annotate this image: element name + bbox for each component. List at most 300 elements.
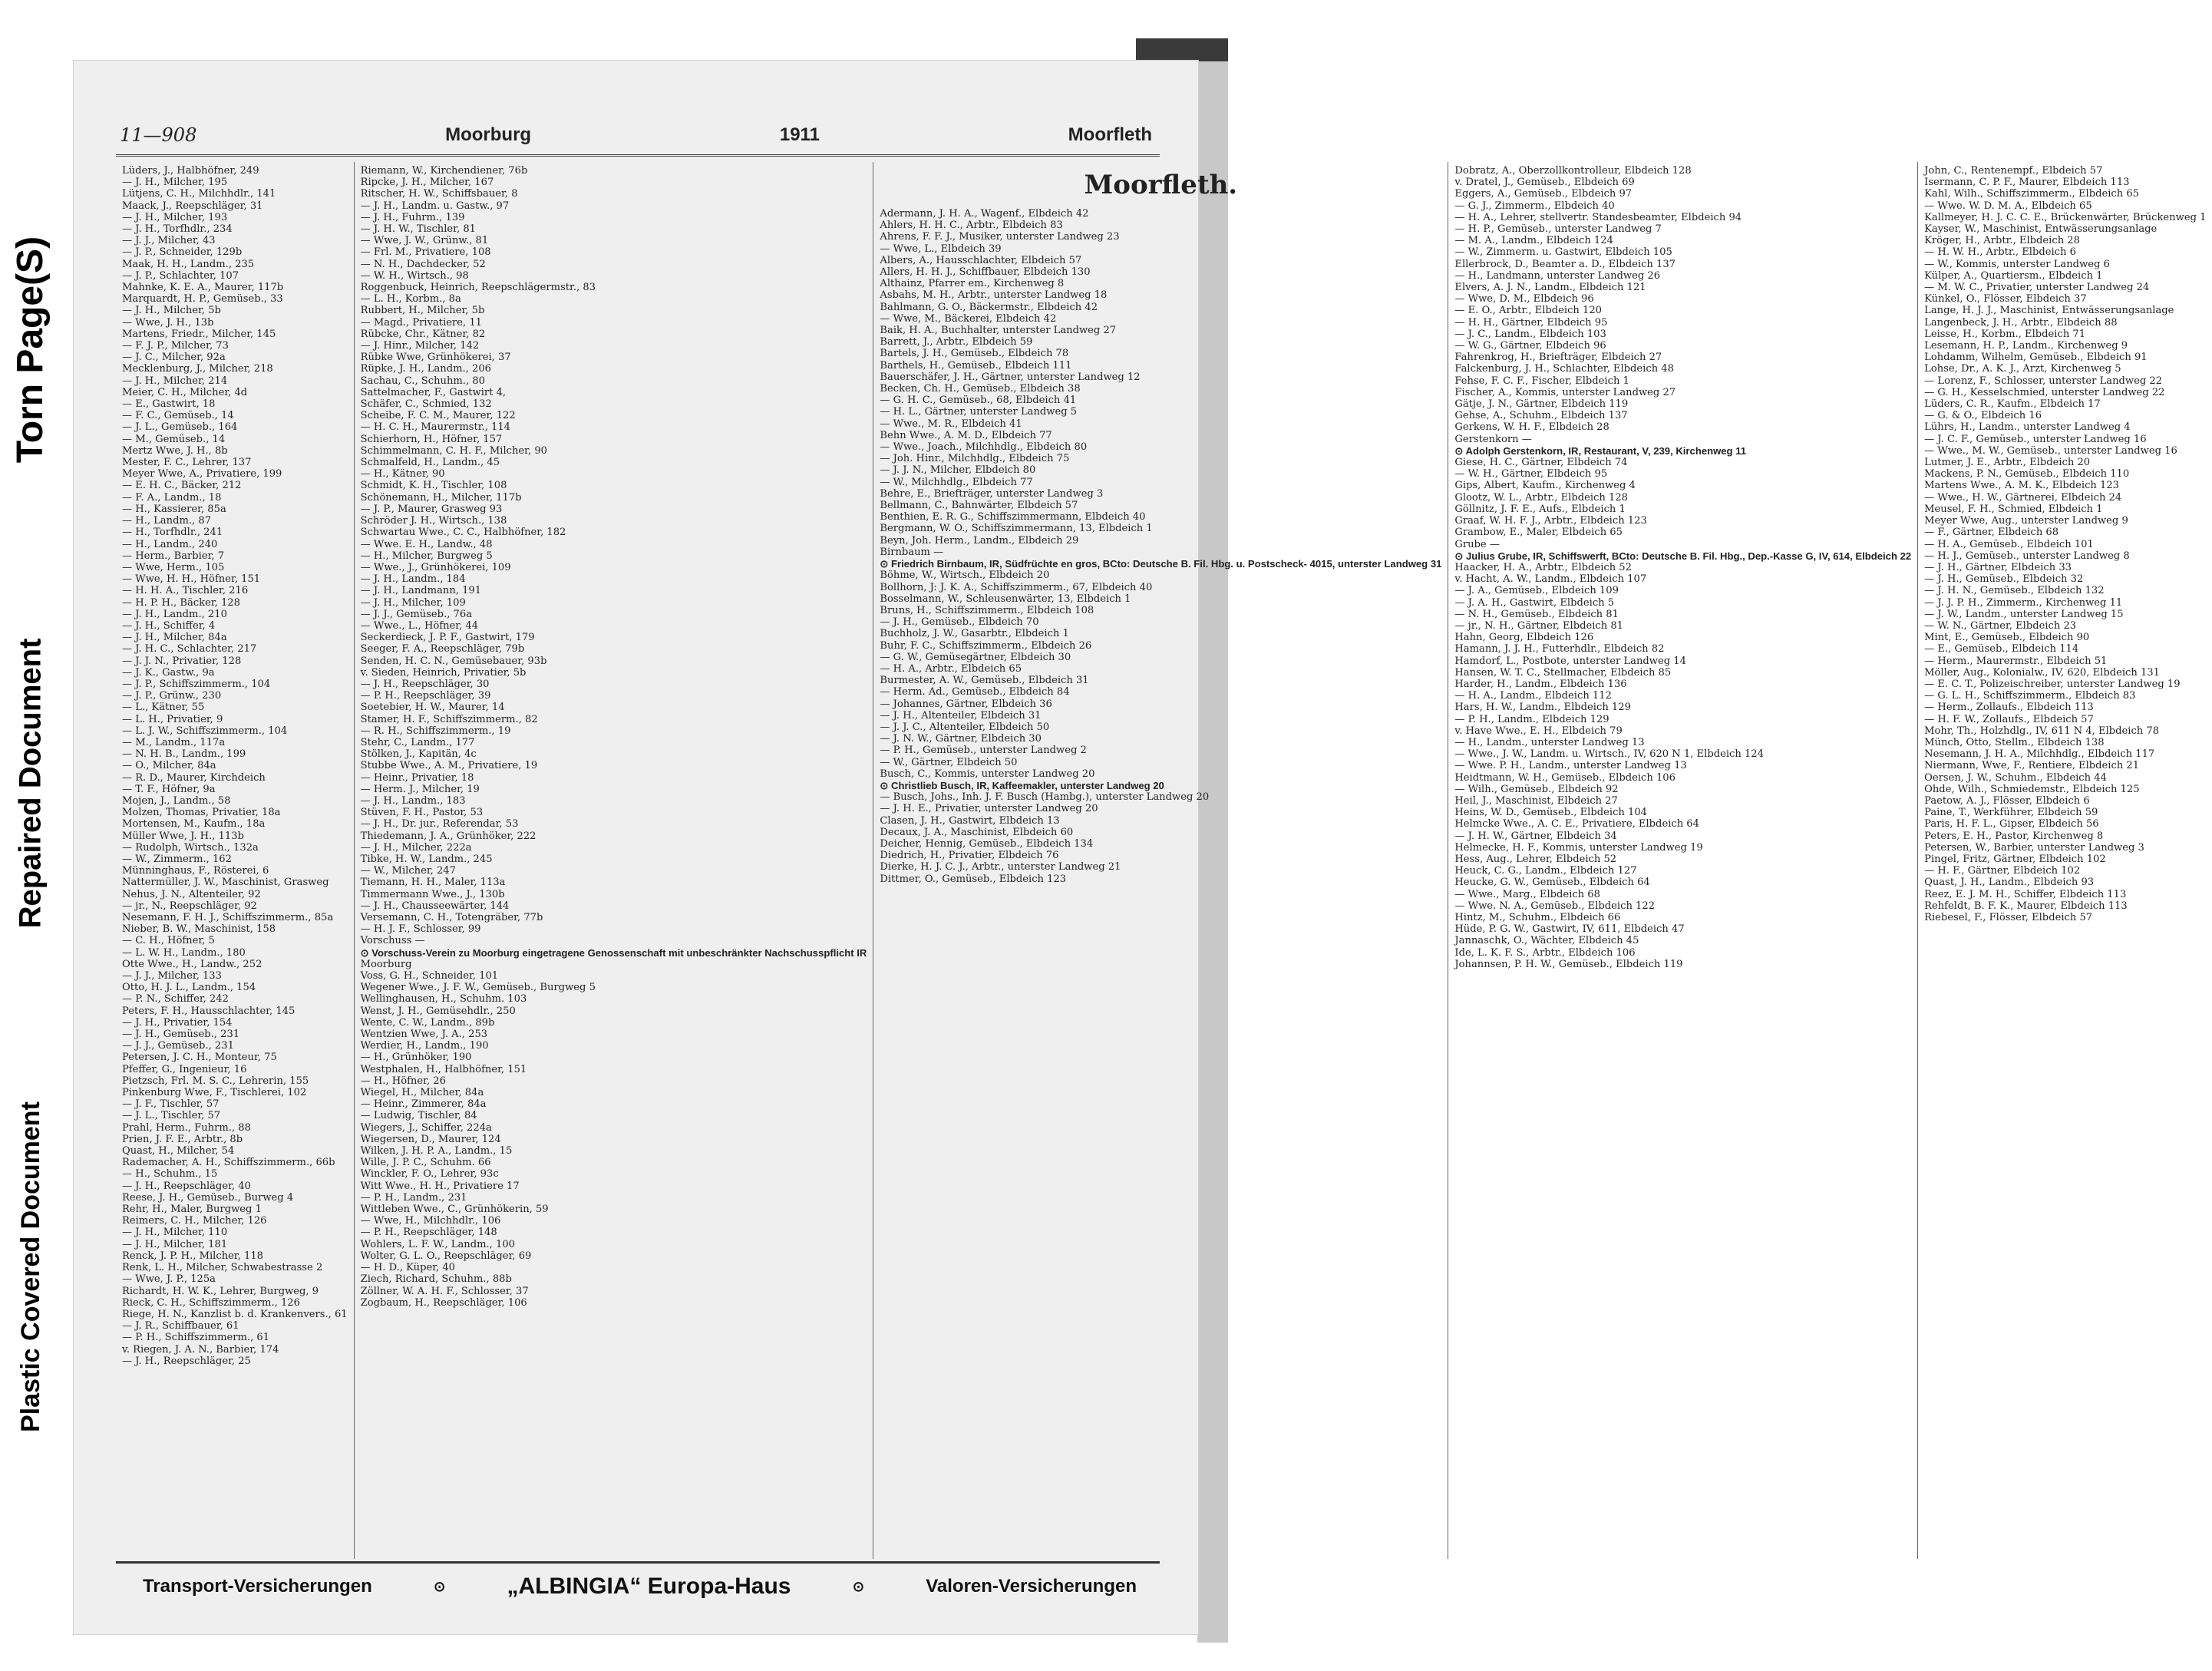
directory-entry: Hess, Aug., Lehrer, Elbdeich 52 xyxy=(1454,853,1617,865)
directory-entry: — J. N. W., Gärtner, Elbdeich 30 xyxy=(880,733,1042,745)
directory-entry: Richardt, H. W. K., Lehrer, Burgweg, 9 xyxy=(122,1285,319,1297)
directory-entry: Müller Wwe, J. H., 113b xyxy=(122,830,244,842)
directory-entry: Helmcke Wwe., A. C. E., Privatiere, Elbdeich 64 xyxy=(1454,818,1699,831)
directory-entry: — W. H., Gärtner, Elbdeich 95 xyxy=(1454,468,1608,480)
directory-entry: Mahnke, K. E. A., Maurer, 117b xyxy=(122,282,284,294)
repaired-document-tag xyxy=(0,568,61,998)
directory-entry: — H. A., Arbtr., Elbdeich 65 xyxy=(880,662,1022,675)
directory-entry: — J. H., Milcher, 181 xyxy=(122,1238,228,1250)
directory-entry: — Wwe, L., Elbdeich 39 xyxy=(880,243,1002,255)
directory-entry: — W., Zimmerm., 162 xyxy=(122,853,232,865)
directory-entry: — Heinr., Zimmerer, 84a xyxy=(360,1098,487,1111)
directory-entry: — M. W. C., Privatier, unterster Landweg 24 xyxy=(1924,282,2150,294)
directory-entry: — H., Höfner, 26 xyxy=(360,1075,446,1087)
directory-entry: Sattelmacher, F., Gastwirt 4, xyxy=(360,386,507,398)
directory-entry: — Wwe., Joach., Milchhdlg., Elbdeich 80 xyxy=(880,441,1088,454)
directory-entry: Tibke, H. W., Landm., 245 xyxy=(360,853,493,865)
directory-entry: Mecklenburg, J., Milcher, 218 xyxy=(122,363,273,375)
directory-entry: Petersen, J. C. H., Monteur, 75 xyxy=(122,1052,277,1064)
directory-entry: — J. H., Reepschläger, 25 xyxy=(122,1355,251,1367)
directory-entry: Winckler, F. O., Lehrer, 93c xyxy=(360,1168,499,1181)
directory-entry: — F., Gärtner, Elbdeich 68 xyxy=(1924,527,2059,539)
directory-entry: — J. W., Landm., unterster Landweg 15 xyxy=(1924,608,2124,620)
directory-entry: — L. H., Privatier, 9 xyxy=(122,713,223,725)
directory-entry: Meusel, F. H., Schmied, Elbdeich 1 xyxy=(1924,503,2103,515)
directory-entry: — M., Gemüseb., 14 xyxy=(122,433,226,445)
directory-entry: Gerstenkorn — xyxy=(1454,433,1532,445)
directory-entry: Oersen, J. W., Schuhm., Elbdeich 44 xyxy=(1924,771,2107,784)
directory-entry: — H. A., Gemüseb., Elbdeich 101 xyxy=(1924,538,2094,550)
directory-entry: Maak, H. H., Landm., 235 xyxy=(122,258,255,270)
directory-entry: — Wilh., Gemüseb., Elbdeich 92 xyxy=(1454,783,1619,795)
directory-entry: — P. H., Reepschläger, 148 xyxy=(360,1227,497,1239)
directory-entry: Münch, Otto, Stellm., Elbdeich 138 xyxy=(1924,736,2105,748)
directory-entry: — J. H., Privatier, 154 xyxy=(122,1016,233,1029)
directory-entry: Mohr, Th., Holzhdlg., IV, 611 N 4, Elbdeich 78 xyxy=(1924,725,2160,737)
directory-entry: Stölken, J., Kapitän, 4c xyxy=(360,748,477,761)
directory-entry: — L., Kätner, 55 xyxy=(122,702,205,714)
directory-entry: Wilken, J. H. P. A., Landm., 15 xyxy=(360,1145,513,1157)
directory-entry: Heins, W. D., Gemüseb., Elbdeich 104 xyxy=(1454,807,1647,819)
directory-entry: Rademacher, A. H., Schiffszimmerm., 66b xyxy=(122,1157,335,1169)
directory-entry: — J. H., Reepschläger, 30 xyxy=(360,678,490,690)
directory-entry: — H., Schuhm., 15 xyxy=(122,1168,218,1181)
directory-entry: — F. J. P., Milcher, 73 xyxy=(122,340,229,352)
directory-entry: — W., Milchhdlg., Elbdeich 77 xyxy=(880,476,1033,488)
directory-entry: — jr., N., Reepschläger, 92 xyxy=(122,900,257,912)
directory-entry: — J. H., Reepschläger, 40 xyxy=(122,1180,251,1192)
directory-entry: — J. C. F., Gemüseb., unterster Landweg 16 xyxy=(1924,433,2147,445)
directory-entry: — J. H., Gemüseb., Elbdeich 32 xyxy=(1924,573,2084,586)
directory-entry: Zöllner, W. A. H. F., Schlosser, 37 xyxy=(360,1285,529,1297)
directory-entry: Schmalfeld, H., Landm., 45 xyxy=(360,457,500,469)
directory-entry: Meyer Wwe, Aug., unterster Landweg 9 xyxy=(1924,515,2128,527)
directory-entry: Barrett, J., Arbtr., Elbdeich 59 xyxy=(880,336,1033,348)
directory-entry: Albers, A., Hausschlachter, Elbdeich 57 xyxy=(880,254,1082,266)
directory-entry: — J. P., Grünw., 230 xyxy=(122,690,222,702)
directory-entry: Prien, J. F. E., Arbtr., 8b xyxy=(122,1133,243,1145)
footer-right-text: Valoren-Versicherungen xyxy=(926,1576,1137,1597)
footer-center-text: „ALBINGIA“ Europa-Haus xyxy=(507,1574,791,1599)
directory-entry: — H., Kätner, 90 xyxy=(360,468,445,480)
directory-entry: Reimers, C. H., Milcher, 126 xyxy=(122,1215,267,1227)
directory-entry: — Johannes, Gärtner, Elbdeich 36 xyxy=(880,698,1052,710)
directory-column-5 xyxy=(1918,162,2212,1559)
directory-entry: — H., Landmann, unterster Landweg 26 xyxy=(1454,269,1661,282)
directory-entry: Wille, J. P. C., Schuhm. 66 xyxy=(360,1157,491,1169)
scanned-page xyxy=(73,60,2207,1635)
directory-entry: — P. H., Landm., Elbdeich 129 xyxy=(1454,713,1609,725)
directory-entry: — Herm., Barbier, 7 xyxy=(122,550,225,562)
directory-entry: Adermann, J. H. A., Wagenf., Elbdeich 42 xyxy=(880,208,1089,220)
directory-entry: — J. H., Chausseewärter, 144 xyxy=(360,900,510,912)
directory-entry: — J. H., Milcher, 84a xyxy=(122,632,227,644)
footer-left-text: Transport-Versicherungen xyxy=(143,1576,372,1597)
directory-entry: — J. H., Milcher, 193 xyxy=(122,211,228,223)
directory-entry: Wentzien Wwe, J. A., 253 xyxy=(360,1029,488,1041)
directory-entry: — R. H., Schiffszimmerm., 19 xyxy=(360,725,511,737)
directory-entry: Schmidt, K. H., Tischler, 108 xyxy=(360,480,507,492)
directory-entry: Lange, H. J. J., Maschinist, Entwässerungsanlage xyxy=(1924,305,2174,317)
directory-entry: Ziech, Richard, Schuhm., 88b xyxy=(360,1273,512,1286)
directory-entry: Seckerdieck, J. P. F., Gastwirt, 179 xyxy=(360,632,535,644)
directory-entry: Kahl, Wilh., Schiffszimmerm., Elbdeich 65 xyxy=(1924,188,2140,200)
plastic-covered-tag xyxy=(0,1036,61,1497)
directory-entry: — J. H., Altenteiler, Elbdeich 31 xyxy=(880,709,1042,722)
directory-entry: — H. W. H., Arbtr., Elbdeich 6 xyxy=(1924,246,2076,259)
directory-entry: Lüders, J., Halbhöfner, 249 xyxy=(122,165,259,177)
directory-entry: — J. P., Schlachter, 107 xyxy=(122,269,239,282)
directory-entry: — N. H., Gemüseb., Elbdeich 81 xyxy=(1454,608,1619,620)
header-left-title: Moorburg xyxy=(445,124,532,145)
directory-entry: Meier, C. H., Milcher, 4d xyxy=(122,386,248,398)
directory-entry: — P. H., Reepschläger, 39 xyxy=(360,690,491,702)
directory-entry: — H. P., Gemüseb., unterster Landweg 7 xyxy=(1454,223,1662,236)
directory-entry: — P. H., Landm., 231 xyxy=(360,1191,467,1204)
directory-entry: Otto, H. J. L., Landm., 154 xyxy=(122,982,256,994)
directory-entry: — J. H. E., Privatier, unterster Landweg 20 xyxy=(880,803,1098,815)
directory-entry: Dierke, H. J. C. J., Arbtr., unterster Landweg 21 xyxy=(880,861,1121,873)
directory-entry: Tiemann, H. H., Maler, 113a xyxy=(360,877,506,889)
directory-entry: — J. H. W., Gärtner, Elbdeich 34 xyxy=(1454,830,1617,842)
footer-separator-1: ⊙ xyxy=(434,1578,446,1594)
directory-entry: v. Hacht, A. W., Landm., Elbdeich 107 xyxy=(1454,573,1647,586)
directory-entry: Wellinghausen, H., Schuhm. 103 xyxy=(360,993,527,1006)
directory-entry: Bartels, J. H., Gemüseb., Elbdeich 78 xyxy=(880,348,1069,360)
directory-entry: — Wwe, M., Bäckerei, Elbdeich 42 xyxy=(880,312,1057,325)
directory-entry: Renk, L. H., Milcher, Schwabestrasse 2 xyxy=(122,1262,323,1274)
directory-entry: — J. L., Gemüseb., 164 xyxy=(122,421,238,434)
directory-entry: — J. H., Dr. jur., Referendar, 53 xyxy=(360,818,519,831)
directory-entry: Witt Wwe., H. H., Privatiere 17 xyxy=(360,1180,520,1192)
directory-entry: — P. N., Schiffer, 242 xyxy=(122,993,229,1006)
directory-entry: Hamdorf, L., Postbote, unterster Landweg 14 xyxy=(1454,655,1686,667)
directory-entry: Hintz, M., Schuhm., Elbdeich 66 xyxy=(1454,912,1621,923)
directory-entry: Schröder J. H., Wirtsch., 138 xyxy=(360,515,507,527)
directory-entry: Buchholz, J. W., Gasarbtr., Elbdeich 1 xyxy=(880,628,1069,640)
directory-entry: Böhme, W., Wirtsch., Elbdeich 20 xyxy=(880,570,1050,582)
directory-entry: Ritscher, H. W., Schiffsbauer, 8 xyxy=(360,188,518,200)
directory-entry: — J. H., Gemüseb., 231 xyxy=(122,1029,240,1041)
directory-entry: Behre, E., Briefträger, unterster Landweg 3 xyxy=(880,487,1104,500)
directory-entry: — J. H. N., Gemüseb., Elbdeich 132 xyxy=(1924,585,2105,597)
directory-entry: Wenst, J. H., Gemüsehdlr., 250 xyxy=(360,1005,516,1017)
directory-entry: — E., Gastwirt, 18 xyxy=(122,398,216,411)
directory-entry: Möller, Aug., Kolonialw., IV, 620, Elbdeich 131 xyxy=(1924,666,2160,679)
directory-entry: Schimmelmann, C. H. F., Milcher, 90 xyxy=(360,444,547,457)
directory-entry: — H. F., Gärtner, Elbdeich 102 xyxy=(1924,865,2081,877)
directory-column-2 xyxy=(355,162,874,1559)
directory-entry: Gerkens, W. H. F., Elbdeich 28 xyxy=(1454,421,1609,434)
directory-entry: Barthels, H., Gemüseb., Elbdeich 111 xyxy=(880,359,1072,372)
directory-entry: — H. H., Gärtner, Elbdeich 95 xyxy=(1454,316,1608,329)
directory-entry: v. Riegen, J. A. N., Barbier, 174 xyxy=(122,1343,279,1356)
directory-entry: Pingel, Fritz, Gärtner, Elbdeich 102 xyxy=(1924,853,2106,865)
torn-pages-label: Torn Page(S) xyxy=(10,236,51,463)
directory-entry: Rieck, C. H., Schiffszimmerm., 126 xyxy=(122,1296,300,1309)
directory-entry: — C. H., Höfner, 5 xyxy=(122,935,215,947)
directory-entry: — H. A., Landm., Elbdeich 112 xyxy=(1454,690,1612,702)
directory-entry: Mester, F. C., Lehrer, 137 xyxy=(122,457,252,469)
directory-entry: — W. G., Gärtner, Elbdeich 96 xyxy=(1454,340,1606,352)
directory-entry: — H., Grünhöker, 190 xyxy=(360,1052,472,1064)
directory-entry: — J. H. W., Tischler, 81 xyxy=(360,223,476,236)
directory-entry: — G. L. H., Schiffszimmerm., Elbdeich 83 xyxy=(1924,690,2136,702)
directory-entry: Westphalen, H., Halbhöfner, 151 xyxy=(360,1063,527,1075)
directory-entry: — Ludwig, Tischler, 84 xyxy=(360,1110,477,1122)
directory-entry: — J. H., Fuhrm., 139 xyxy=(360,211,465,223)
directory-entry: — J. J., Gemüseb., 76a xyxy=(360,608,473,620)
directory-entry: Martens Wwe., A. M. K., Elbdeich 123 xyxy=(1924,480,2119,492)
directory-entry: — Wwe. W. D. M. A., Elbdeich 65 xyxy=(1924,200,2092,212)
directory-entry: — J. H., Milcher, 214 xyxy=(122,375,228,387)
directory-entry: Künkel, O., Flösser, Elbdeich 37 xyxy=(1924,293,2087,305)
directory-entry: — F. A., Landm., 18 xyxy=(122,491,222,504)
directory-entry: Heucke, G. W., Gemüseb., Elbdeich 64 xyxy=(1454,877,1650,889)
directory-entry: Wiegel, H., Milcher, 84a xyxy=(360,1087,484,1099)
directory-entry: Behn Wwe., A. M. D., Elbdeich 77 xyxy=(880,429,1052,441)
directory-entry: — M. A., Landm., Elbdeich 124 xyxy=(1454,235,1613,247)
directory-entry: — J. H., Landmann, 191 xyxy=(360,585,482,597)
directory-entry: Riebesel, F., Flösser, Elbdeich 57 xyxy=(1924,912,2093,923)
directory-entry: — J. P., Maurer, Grasweg 93 xyxy=(360,503,503,515)
directory-entry: — J. J. N., Milcher, Elbdeich 80 xyxy=(880,464,1036,477)
directory-entry: — M., Landm., 117a xyxy=(122,736,226,748)
directory-entry: Kröger, H., Arbtr., Elbdeich 28 xyxy=(1924,235,2080,247)
directory-entry: Wiegersen, D., Maurer, 124 xyxy=(360,1133,501,1145)
directory-entry: Glootz, W. L., Arbtr., Elbdeich 128 xyxy=(1454,491,1628,504)
directory-entry: Mackens, P. N., Gemüseb., Elbdeich 110 xyxy=(1924,468,2130,480)
advertisement-footer xyxy=(143,1571,1137,1602)
directory-entry: — Magd., Privatiere, 11 xyxy=(360,316,482,329)
directory-entry: v. Have Wwe., E. H., Elbdeich 79 xyxy=(1454,725,1623,737)
directory-entry: — J. J. P. H., Zimmerm., Kirchenweg 11 xyxy=(1924,596,2123,609)
directory-entry: — W. N., Gärtner, Elbdeich 23 xyxy=(1924,619,2077,632)
directory-entry: Rubbert, H., Milcher, 5b xyxy=(360,305,485,317)
directory-entry: — J. P., Schneider, 129b xyxy=(122,246,243,259)
directory-entry: Heidtmann, W. H., Gemüseb., Elbdeich 106 xyxy=(1454,771,1676,784)
directory-entry: Senden, H. C. N., Gemüsebauer, 93b xyxy=(360,655,547,667)
directory-entry: Dittmer, O., Gemüseb., Elbdeich 123 xyxy=(880,873,1067,885)
directory-entry: Wegener Wwe., J. F. W., Gemüseb., Burgweg 5 xyxy=(360,982,596,994)
directory-entry: Lesemann, H. P., Landm., Kirchenweg 9 xyxy=(1924,340,2128,352)
directory-entry: Schierhorn, H., Höfner, 157 xyxy=(360,433,503,445)
directory-entry: Heuck, C. G., Landm., Elbdeich 127 xyxy=(1454,865,1637,877)
directory-entry: Lohdamm, Wilhelm, Gemüseb., Elbdeich 91 xyxy=(1924,352,2148,364)
directory-entry: Ide, L. K. F. S., Arbtr., Elbdeich 106 xyxy=(1454,946,1636,959)
directory-entry: Meyer Wwe, A., Privatiere, 199 xyxy=(122,468,282,480)
directory-entry: — Wwe., L., Höfner, 44 xyxy=(360,619,479,632)
directory-entry: Lohse, Dr., A. K. J., Arzt, Kirchenweg 5 xyxy=(1924,363,2121,375)
directory-entry: — E. C. T., Polizeischreiber, unterster Landweg 19 xyxy=(1924,678,2181,690)
directory-entry: — Herm., Maurermstr., Elbdeich 51 xyxy=(1924,655,2108,667)
directory-entry: — J. R., Schiffbauer, 61 xyxy=(122,1320,239,1333)
directory-entry: Reez, E. J. M. H., Schiffer, Elbdeich 113 xyxy=(1924,888,2127,900)
directory-entry: Göllnitz, J. F. E., Aufs., Elbdeich 1 xyxy=(1454,503,1626,515)
directory-entry: Stüven, F. H., Pastor, 53 xyxy=(360,807,484,819)
directory-entry: Lütjens, C. H., Milchhdlr., 141 xyxy=(122,188,276,200)
directory-entry: — W., Kommis, unterster Landweg 6 xyxy=(1924,258,2110,270)
directory-entry: Paetow, A. J., Flösser, Elbdeich 6 xyxy=(1924,794,2090,807)
directory-entry: — Wwe. N. A., Gemüseb., Elbdeich 122 xyxy=(1454,900,1656,912)
directory-entry: — J. H., Landm. u. Gastw., 97 xyxy=(360,200,510,212)
directory-entry: Grambow, E., Maler, Elbdeich 65 xyxy=(1454,527,1623,539)
directory-entry: ⊙ Christlieb Busch, IR, Kaffeemakler, unterster Landweg 20 xyxy=(880,779,1164,791)
directory-entry: Hansen, W. T. C., Stellmacher, Elbdeich 85 xyxy=(1454,666,1672,679)
directory-entry: — Herm. Ad., Gemüseb., Elbdeich 84 xyxy=(880,686,1070,698)
directory-entry: Nesemann, F. H. J., Schiffszimmerm., 85a xyxy=(122,912,334,923)
directory-entry: Schäfer, C., Schmied, 132 xyxy=(360,398,492,411)
directory-entry: — R. D., Maurer, Kirchdeich xyxy=(122,771,266,784)
directory-entry: — Busch, Johs., Inh. J. F. Busch (Hambg.), unterster Landweg 20 xyxy=(880,791,1210,804)
directory-entry: — H. C. H., Maurermstr., 114 xyxy=(360,421,511,434)
directory-entry: Rübke Wwe, Grünhökerei, 37 xyxy=(360,352,511,364)
directory-entry: Clasen, J. H., Gastwirt, Elbdeich 13 xyxy=(880,814,1060,827)
directory-entry: Stubbe Wwe., A. M., Privatiere, 19 xyxy=(360,760,538,772)
directory-entry: Mojen, J., Landm., 58 xyxy=(122,794,231,807)
directory-entry: John, C., Rentenempf., Elbdeich 57 xyxy=(1924,165,2103,177)
directory-entry: v. Dratel, J., Gemüseb., Elbdeich 69 xyxy=(1454,177,1635,189)
directory-entry: Jannaschk, O., Wächter, Elbdeich 45 xyxy=(1454,935,1639,947)
footer-rule xyxy=(116,1561,1160,1564)
directory-entry: — J. C., Milcher, 92a xyxy=(122,352,226,364)
directory-entry: Dobratz, A., Oberzollkontrolleur, Elbdeich 128 xyxy=(1454,165,1692,177)
directory-entry: — Wwe., M. R., Elbdeich 41 xyxy=(880,418,1022,430)
repaired-document-label: Repaired Document xyxy=(13,638,48,928)
directory-entry: Mertz Wwe, J. H., 8b xyxy=(122,444,228,457)
directory-entry: Versemann, C. H., Totengräber, 77b xyxy=(360,912,543,923)
directory-entry: — W., Zimmerm. u. Gastwirt, Elbdeich 105 xyxy=(1454,246,1672,259)
directory-entry: — Wwe, H., Milchhdlr., 106 xyxy=(360,1215,501,1227)
directory-entry: Martens, Friedr., Milcher, 145 xyxy=(122,328,276,340)
directory-entry: Fehse, F. C. F., Fischer, Elbdeich 1 xyxy=(1454,375,1629,387)
directory-entry: — J. H., Schiffer, 4 xyxy=(122,619,216,632)
directory-entry: Mint, E., Gemüseb., Elbdeich 90 xyxy=(1924,632,2090,644)
directory-entry: — H., Landm., 87 xyxy=(122,515,212,527)
directory-entry: Rüpke, J. H., Landm., 206 xyxy=(360,363,491,375)
header-right-title: Moorfleth xyxy=(1068,124,1152,145)
directory-entry: — J. H., Landm., 210 xyxy=(122,608,227,620)
directory-entry: — G. J., Zimmerm., Elbdeich 40 xyxy=(1454,200,1615,212)
directory-entry: — Wwe., J. W., Landm. u. Wirtsch., IV, 620 N 1, Elbdeich 124 xyxy=(1454,748,1764,761)
directory-entry: ⊙ Friedrich Birnbaum, IR, Südfrüchte en gros, BCto: Deutsche B. Fil. Hbg. u. Postscheck- 4015, unterster Landweg 31 xyxy=(880,558,1442,570)
directory-entry: Külper, A., Quartiersm., Elbdeich 1 xyxy=(1924,269,2103,282)
directory-entry: — L. J. W., Schiffszimmerm., 104 xyxy=(122,725,288,737)
directory-entry: Bahlmann, G. O., Bäckermstr., Elbdeich 42 xyxy=(880,301,1098,313)
directory-entry: — H. D., Küper, 40 xyxy=(360,1262,456,1274)
directory-entry: Prahl, Herm., Fuhrm., 88 xyxy=(122,1121,251,1134)
directory-entry: — H., Landm., 240 xyxy=(122,538,218,550)
directory-entry: — N. H. B., Landm., 199 xyxy=(122,748,246,761)
directory-entry: Renck, J. P. H., Milcher, 118 xyxy=(122,1250,264,1262)
directory-entry: Münninghaus, F., Rösterei, 6 xyxy=(122,865,269,877)
directory-entry: Heil, J., Maschinist, Elbdeich 27 xyxy=(1454,794,1618,807)
directory-entry: ⊙ Adolph Gerstenkorn, IR, Restaurant, V, 239, Kirchenweg 11 xyxy=(1454,444,1747,457)
directory-entry: Pfeffer, G., Ingenieur, 16 xyxy=(122,1063,247,1075)
directory-entry: — H. J. F., Schlosser, 99 xyxy=(360,923,481,936)
directory-entry: Marquardt, H. P., Gemüseb., 33 xyxy=(122,293,283,305)
directory-entry: Becken, Ch. H., Gemüseb., Elbdeich 38 xyxy=(880,383,1081,395)
directory-entry: Moorburg xyxy=(360,958,412,970)
directory-entry: Schwartau Wwe., C. C., Halbhöfner, 182 xyxy=(360,527,566,539)
directory-entry: Benthien, E. R. G., Schiffszimmermann, Elbdeich 40 xyxy=(880,511,1146,523)
directory-entry: Birnbaum — xyxy=(880,546,944,558)
directory-entry: — G. H. C., Gemüseb., 68, Elbdeich 41 xyxy=(880,395,1077,407)
directory-entry: Nieber, B. W., Maschinist, 158 xyxy=(122,923,276,936)
directory-entry: — L. H., Korbm., 8a xyxy=(360,293,461,305)
directory-entry: — J. H., Milcher, 5b xyxy=(122,305,221,317)
directory-entry: Wohlers, L. F. W., Landm., 100 xyxy=(360,1238,516,1250)
directory-entry: — Wwe, J. H., 13b xyxy=(122,316,214,329)
directory-entry: Gehse, A., Schuhm., Elbdeich 137 xyxy=(1454,410,1628,422)
directory-entry: Otte Wwe., H., Landw., 252 xyxy=(122,958,262,970)
directory-entry: Paris, H. F. L., Gipser, Elbdeich 56 xyxy=(1924,818,2099,831)
directory-entry: — Lorenz, F., Schlosser, unterster Landweg 22 xyxy=(1924,375,2163,387)
header-year: 1911 xyxy=(779,124,820,145)
directory-entry: — E., Gemüseb., Elbdeich 114 xyxy=(1924,643,2079,656)
directory-entry: Paine, T., Werkführer, Elbdeich 59 xyxy=(1924,807,2098,819)
directory-entry: Decaux, J. A., Maschinist, Elbdeich 60 xyxy=(880,826,1074,838)
directory-entry: v. Sieden, Heinrich, Privatier, 5b xyxy=(360,666,527,679)
directory-entry: — H. L., Gärtner, unterster Landweg 5 xyxy=(880,406,1078,418)
directory-entry: Bauerschäfer, J. H., Gärtner, unterster Landweg 12 xyxy=(880,371,1141,383)
directory-entry: Ahlers, H. H. C., Arbtr., Elbdeich 83 xyxy=(880,220,1063,232)
directory-entry: Ahrens, F. F. J., Musiker, unterster Landweg 23 xyxy=(880,231,1120,243)
directory-entry: Johannsen, P. H. W., Gemüseb., Elbdeich 119 xyxy=(1454,958,1683,970)
directory-entry: — W., Gärtner, Elbdeich 50 xyxy=(880,756,1018,768)
directory-entry: — Wwe., Marg., Elbdeich 68 xyxy=(1454,888,1600,900)
directory-entry: — J. C., Landm., Elbdeich 103 xyxy=(1454,328,1606,340)
directory-entry: Scheibe, F. C. M., Maurer, 122 xyxy=(360,410,516,422)
directory-entry: — H., Landm., unterster Landweg 13 xyxy=(1454,736,1645,748)
directory-entry: Riege, H. N., Kanzlist b. d. Krankenvers., 61 xyxy=(122,1308,348,1320)
directory-entry: Peters, F. H., Hausschlachter, 145 xyxy=(122,1005,295,1017)
directory-entry: Giese, H. C., Gärtner, Elbdeich 74 xyxy=(1454,457,1628,469)
directory-entry: Falckenburg, J. H., Schlachter, Elbdeich 48 xyxy=(1454,363,1674,375)
directory-entry: Lutmer, J. E., Arbtr., Elbdeich 20 xyxy=(1924,457,2091,469)
directory-entry: — Wwe., M. W., Gemüseb., unterster Landweg 16 xyxy=(1924,444,2177,457)
directory-entry: Harder, H., Landm., Elbdeich 136 xyxy=(1454,678,1627,690)
directory-entry: — L. W. H., Landm., 180 xyxy=(122,946,246,959)
directory-entry: — J. F., Tischler, 57 xyxy=(122,1098,220,1111)
directory-entry: — H., Milcher, Burgweg 5 xyxy=(360,550,493,562)
directory-entry: — J. J., Milcher, 43 xyxy=(122,235,216,247)
directory-entry: Riemann, W., Kirchendiener, 76b xyxy=(360,165,528,177)
plastic-covered-label: Plastic Covered Document xyxy=(15,1101,45,1432)
torn-pages-tag xyxy=(0,177,61,522)
directory-entry: Nehus, J. N., Altenteiler, 92 xyxy=(122,888,261,900)
directory-entry: Lüders, C. R., Kaufm., Elbdeich 17 xyxy=(1924,398,2101,411)
directory-entry: — Wwe, J. W., Grünw., 81 xyxy=(360,235,489,247)
directory-entry: Soetebier, H. W., Maurer, 14 xyxy=(360,702,505,714)
page-header xyxy=(120,122,1152,148)
directory-entry: — J. H., Gemüseb., Elbdeich 70 xyxy=(880,616,1039,629)
directory-entry: — J. J. C., Altenteiler, Elbdeich 50 xyxy=(880,721,1050,733)
directory-entry: — Joh. Hinr., Milchhdlg., Elbdeich 75 xyxy=(880,453,1070,465)
directory-entry: — H., Torfhdlr., 241 xyxy=(122,527,223,539)
directory-entry: Schönemann, H., Milcher, 117b xyxy=(360,491,522,504)
directory-entry: — J. H., Gärtner, Elbdeich 33 xyxy=(1924,561,2072,573)
directory-entry: Quast, H., Milcher, 54 xyxy=(122,1145,235,1157)
directory-entry: Mortensen, M., Kaufm., 18a xyxy=(122,818,266,831)
directory-entry: Langenbeck, J. H., Arbtr., Elbdeich 88 xyxy=(1924,316,2118,329)
directory-entry: — F. C., Gemüseb., 14 xyxy=(122,410,234,422)
directory-entry: — Herm., Zollaufs., Elbdeich 113 xyxy=(1924,702,2094,714)
directory-entry: — Wwe, J. P., 125a xyxy=(122,1273,216,1286)
directory-entry: — J. H., Landm., 184 xyxy=(360,573,466,586)
directory-entry: — Wwe. E. H., Landw., 48 xyxy=(360,538,493,550)
directory-entry: Stehr, C., Landm., 177 xyxy=(360,736,475,748)
